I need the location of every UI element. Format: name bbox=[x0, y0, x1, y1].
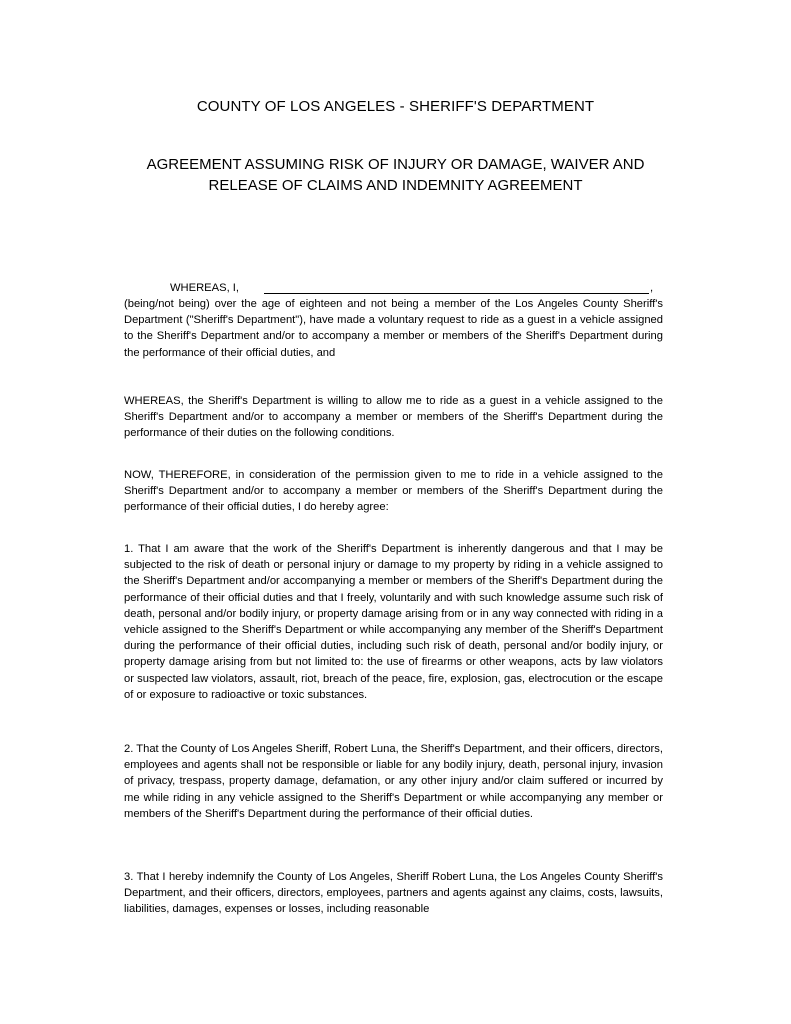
whereas-intro-comma: , bbox=[650, 282, 654, 294]
agreement-title-line-2: RELEASE OF CLAIMS AND INDEMNITY AGREEMENT bbox=[208, 177, 583, 194]
agreement-title-line-1: AGREEMENT ASSUMING RISK OF INJURY OR DAMAGE, WAIVER AND bbox=[146, 156, 645, 173]
clause-3-paragraph: 3. That I hereby indemnify the County of Los Angeles, Sheriff Robert Luna, the Los Angeles County Sheriff's Department, and their officers, directors, employees, partners and agents against any claims, costs, lawsuits, liabilities, damages, expenses or losses, including reasonable bbox=[124, 871, 663, 916]
department-heading: COUNTY OF LOS ANGELES - SHERIFF'S DEPARTMENT bbox=[196, 98, 595, 115]
clause-2-paragraph: 2. That the County of Los Angeles Sheriff, Robert Luna, the Sheriff's Department, and their officers, directors, employees and agents shall not be responsible or liable for any bodily injury, death, personal injury, invasion of privacy, trespass, property damage, defamation, or any other injury and/or claim suffered or incurred by me while riding in any vehicle assigned to the Sheriff's Department or while accompanying any member or members of the Sheriff's Department during the performance of their official duties. bbox=[124, 743, 663, 820]
whereas-paragraph-2: WHEREAS, the Sheriff's Department is willing to allow me to ride as a guest in a vehicle assigned to the Sheriff's Department and/or to accompany a member or members of the Sheriff's Department during the performance of their duties on the following conditions. bbox=[124, 395, 663, 440]
whereas-intro-label: WHEREAS, I, bbox=[170, 282, 239, 294]
name-blank-field[interactable] bbox=[264, 293, 649, 294]
now-therefore-paragraph: NOW, THEREFORE, in consideration of the permission given to me to ride in a vehicle assigned to the Sheriff's Department and/or to accompany a member or members of the Sheriff's Department during the performance of their official duties, I do hereby agree: bbox=[124, 469, 663, 514]
whereas-name-line bbox=[170, 280, 660, 296]
agreement-title bbox=[0, 154, 791, 196]
whereas-paragraph-1: (being/not being) over the age of eighteen and not being a member of the Los Angeles County Sheriff's Department ("Sheriff's Department"), have made a voluntary request to ride as a guest in a vehicle assigned to the Sheriff's Department and/or to accompany a member or members of the Sheriff's Department during the performance of their official duties, and bbox=[124, 298, 663, 359]
clause-1-paragraph: 1. That I am aware that the work of the Sheriff's Department is inherently dangerous and that I may be subjected to the risk of death or personal injury or damage to my property by riding in a vehicle assigned to the Sheriff's Department and/or accompanying a member or members of the Sheriff's Department during the performance of their official duties and that I freely, voluntarily and with such knowledge assume such risk of death, personal and/or bodily injury, or property damage arising from or in any way connected with riding in a vehicle assigned to the Sheriff's Department or while accompanying any member of the Sheriff's Department during the performance of their official duties, including such risk of death, personal and/or bodily injury, or property damage arising from but not limited to: the use of firearms or other weapons, acts by law violators or suspected law violators, assault, riot, breach of the peace, fire, explosion, gas, electrocution or the escape of or exposure to radioactive or toxic substances. bbox=[124, 543, 663, 701]
